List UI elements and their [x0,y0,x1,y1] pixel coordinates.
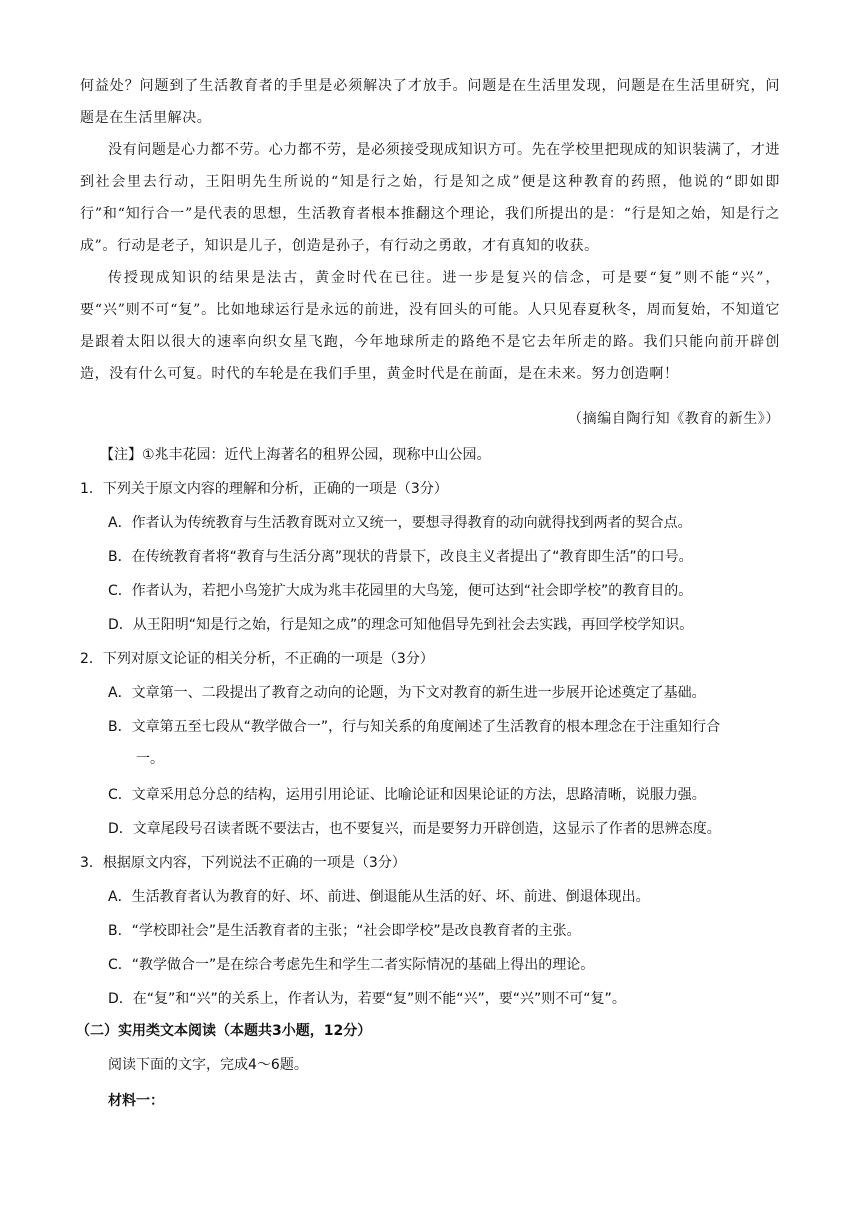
section-2-heading: （二）实用类文本阅读（本题共3小题，12分） [76,1023,372,1039]
question-2-option-a[interactable]: A．文章第一、二段提出了教育之动向的论题，为下文对教育的新生进一步展开论述奠定了基础。 [108,685,706,701]
material-1-label: 材料一： [108,1093,164,1109]
question-3-option-c[interactable]: C．“教学做合一”是在综合考虑先生和学生二者实际情况的基础上得出的理论。 [108,957,595,973]
question-1-option-b[interactable]: B．在传统教育者将“教育与生活分离”现状的背景下，改良主义者提出了“教育即生活”的口号。 [108,549,693,565]
passage-paragraph-2: 没有问题是心力都不劳。心力都不劳，是必须接受现成知识方可。先在学校里把现成的知识装满了，才进到社会里去行动，王阳明先生所说的“知是行之始，行是知之成”便是这种教育的药照，他说的“即如即行”和“知行合一”是代表的思想，生活教育者根本推翻这个理论，我们所提出的是：“行是知之始，知是行之成”。行动是老子，知识是儿子，创造是孙子，有行动之勇敢，才有真知的收获。 [80,142,780,254]
passage-paragraph-1: 何益处？问题到了生活教育者的手里是必须解决了才放手。问题是在生活里发现，问题是在生活里研究，问题是在生活里解决。 [80,78,780,126]
question-3-stem: 3．根据原文内容，下列说法不正确的一项是（3分） [80,855,406,871]
passage-source: （摘编自陶行知《教育的新生》） [568,411,780,427]
question-2-stem: 2．下列对原文论证的相关分析，不正确的一项是（3分） [80,651,434,667]
question-2-option-b[interactable]: B．文章第五至七段从“教学做合一”，行与知关系的角度阐述了生活教育的根本理念在于注重知行合 [108,719,721,735]
passage-note: 【注】①兆丰花园：近代上海著名的租界公园，现称中山公园。 [100,447,491,463]
question-2-option-b-continued: 一。 [136,751,164,767]
question-1-stem: 1．下列关于原文内容的理解和分析，正确的一项是（3分） [80,481,448,497]
question-1-option-d[interactable]: D．从王阳明“知是行之始，行是知之成”的理念可知他倡导先到社会去实践，再回学校学知识。 [108,617,694,633]
section-2-instruction: 阅读下面的文字，完成4～6题。 [108,1057,308,1073]
question-1-option-c[interactable]: C．作者认为，若把小鸟笼扩大成为兆丰花园里的大鸟笼，便可达到“社会即学校”的教育目的。 [108,583,693,599]
question-1-option-a[interactable]: A．作者认为传统教育与生活教育既对立又统一，要想寻得教育的动向就得找到两者的契合点。 [108,515,692,531]
passage-paragraph-3: 传授现成知识的结果是法古，黄金时代在已往。进一步是复兴的信念，可是要“复”则不能“兴”，要“兴”则不可“复”。比如地球运行是永远的前进，没有回头的可能。人只见春夏秋冬，周而复始，不知道它是跟着太阳以很大的速率向织女星飞跑，今年地球所走的路绝不是它去年所走的路。我们只能向前开辟创造，没有什么可复。时代的车轮是在我们手里，黄金时代是在前面，是在未来。努力创造啊！ [80,270,780,382]
question-3-option-b[interactable]: B．“学校即社会”是生活教育者的主张；“社会即学校”是改良教育者的主张。 [108,923,581,939]
question-3-option-a[interactable]: A．生活教育者认为教育的好、坏、前进、倒退能从生活的好、坏、前进、倒退体现出。 [108,889,650,905]
question-2-option-d[interactable]: D．文章尾段号召读者既不要法古，也不要复兴，而是要努力开辟创造，这显示了作者的思辨态度。 [108,821,721,837]
question-2-option-c[interactable]: C．文章采用总分总的结构，运用引用论证、比喻论证和因果论证的方法，思路清晰，说服力强。 [108,787,706,803]
question-3-option-d[interactable]: D．在“复”和“兴”的关系上，作者认为，若要“复”则不能“兴”，要“兴”则不可“复”。 [108,991,626,1007]
